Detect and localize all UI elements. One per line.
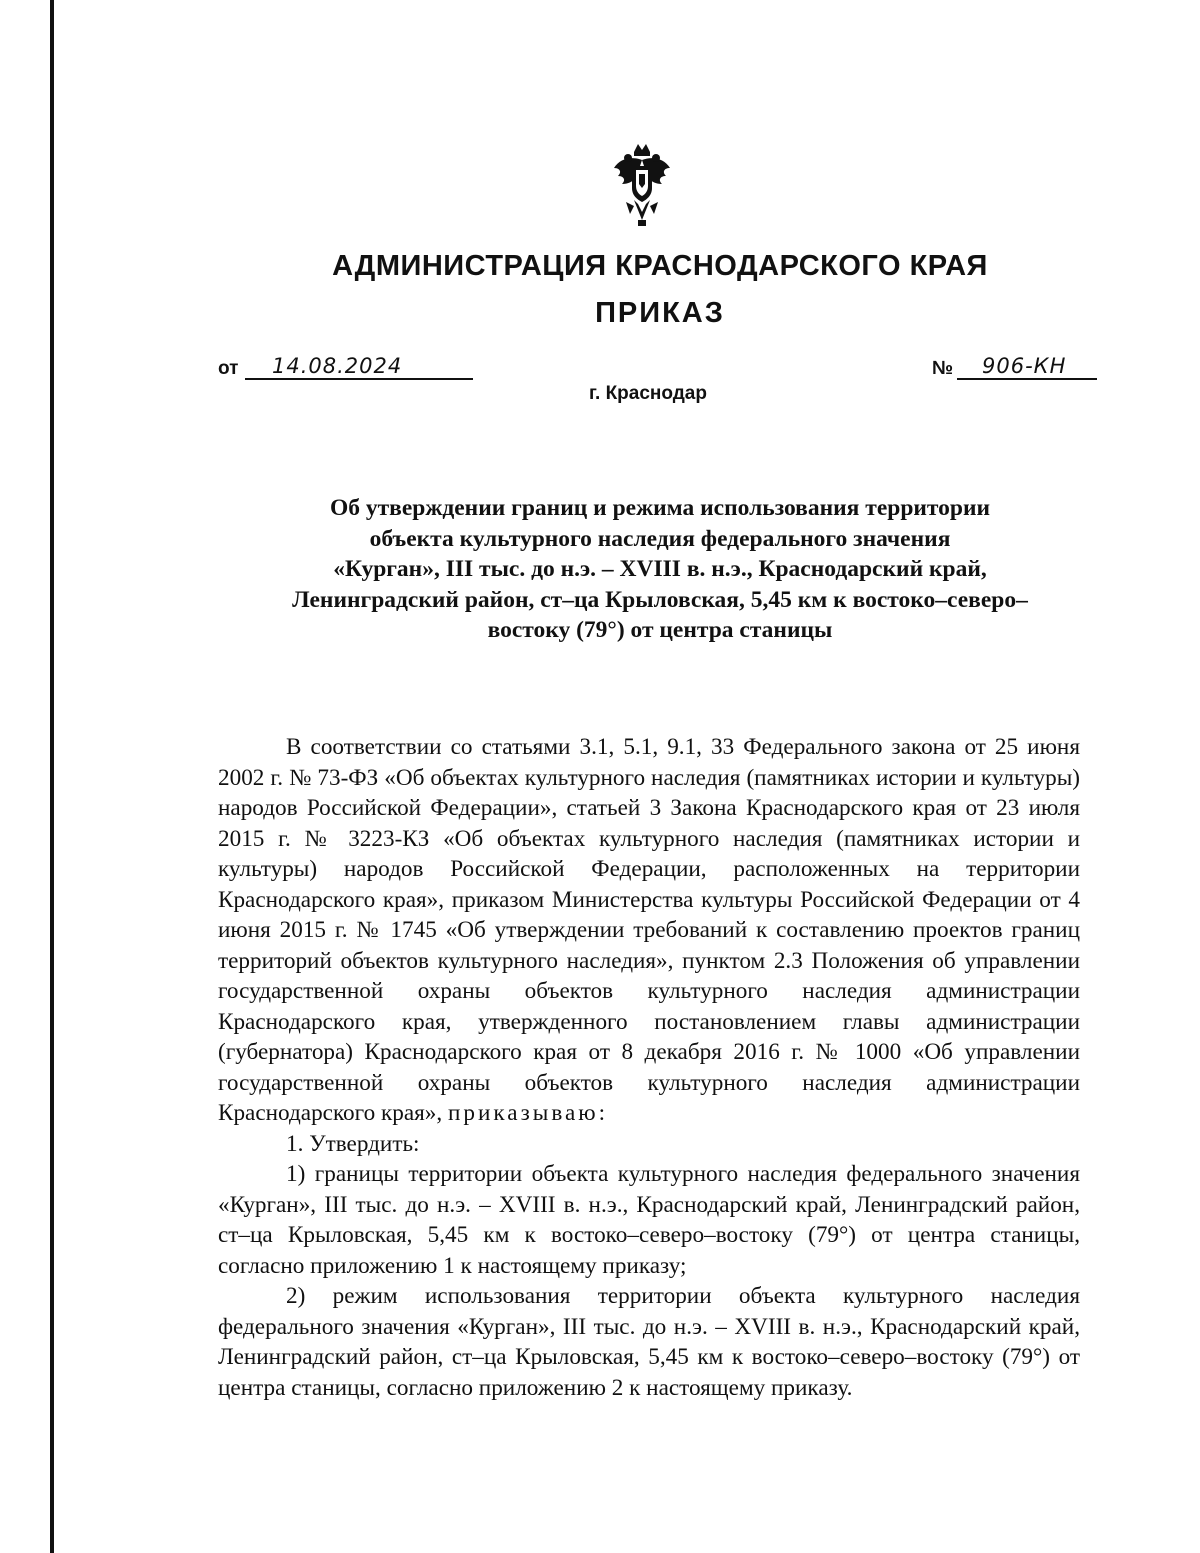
subject-line: Об утверждении границ и режима использования территории xyxy=(329,495,991,521)
date-underline xyxy=(245,378,473,380)
preamble-text: В соответствии со статьями 3.1, 5.1, 9.1, 33 Федерального закона от 25 июня 2002 г. № 73-ФЗ «Об объектах культурного наследия (памятниках истории и культуры) народов Российской Федерации», статьей 3 Закона Краснодарского края от 23 июля 2015 г. № 3223-КЗ «Об объектах культурного наследия (памятниках истории и культуры) народов Российской Федерации, расположенных на территории Краснодарского края», приказом Министерства культуры Российской Федерации от 4 июня 2015 г. № 1745 «Об утверждении требований к составлению проектов границ территорий объектов культурного наследия», пунктом 2.3 Положения об управлении государственной охраны объектов культурного наследия администрации Краснодарского края, утвержденного постановлением главы администрации (губернатора) Краснодарского края от 8 декабря 2016 г. № 1000 «Об управлении государственной охраны объектов культурного наследия администрации Краснодарского края», xyxy=(218,734,1080,1126)
subject-line: востоку (79°) от центра станицы xyxy=(487,617,833,643)
date-value: 14.08.2024 xyxy=(272,354,403,378)
item-1-2: 2) режим использования территории объекта культурного наследия федерального значения «Курган», III тыс. до н.э. – XVIII в. н.э., Краснодарский край, Ленинградский район, ст–ца Крыловская, 5,45 км к востоко–северо–востоку (79°) от центра станицы, согласно приложению 2 к настоящему приказу. xyxy=(218,1283,1080,1401)
document-subject xyxy=(200,493,1120,646)
subject-line: «Курган», III тыс. до н.э. – XVIII в. н.э., Краснодарский край, xyxy=(333,556,987,582)
number-underline xyxy=(957,378,1097,380)
date-prefix: от xyxy=(218,358,239,379)
item-1: 1. Утвердить: xyxy=(286,1130,420,1157)
organization-title: АДМИНИСТРАЦИЯ КРАСНОДАРСКОГО КРАЯ xyxy=(332,250,988,282)
coat-of-arms-icon xyxy=(612,142,672,228)
document-body xyxy=(218,732,1080,1403)
scan-margin-rule xyxy=(50,0,54,1553)
number-prefix: № xyxy=(932,358,954,379)
document-type-title: ПРИКАЗ xyxy=(595,297,725,329)
order-word: приказываю: xyxy=(447,1100,609,1126)
subject-line: Ленинградский район, ст–ца Крыловская, 5,45 км к востоко–северо– xyxy=(292,586,1028,613)
item-1-1: 1) границы территории объекта культурного наследия федерального значения «Курган», III тыс. до н.э. – XVIII в. н.э., Краснодарский край, Ленинградский район, ст–ца Крыловская, 5,45 км к востоко–северо–востоку (79°) от центра станицы, согласно приложению 1 к настоящему приказу; xyxy=(218,1161,1080,1279)
subject-line: объекта культурного наследия федерального значения xyxy=(369,525,951,552)
preamble-paragraph xyxy=(218,732,1080,1129)
number-value: 906-КН xyxy=(982,354,1067,378)
city-label: г. Краснодар xyxy=(589,383,707,404)
